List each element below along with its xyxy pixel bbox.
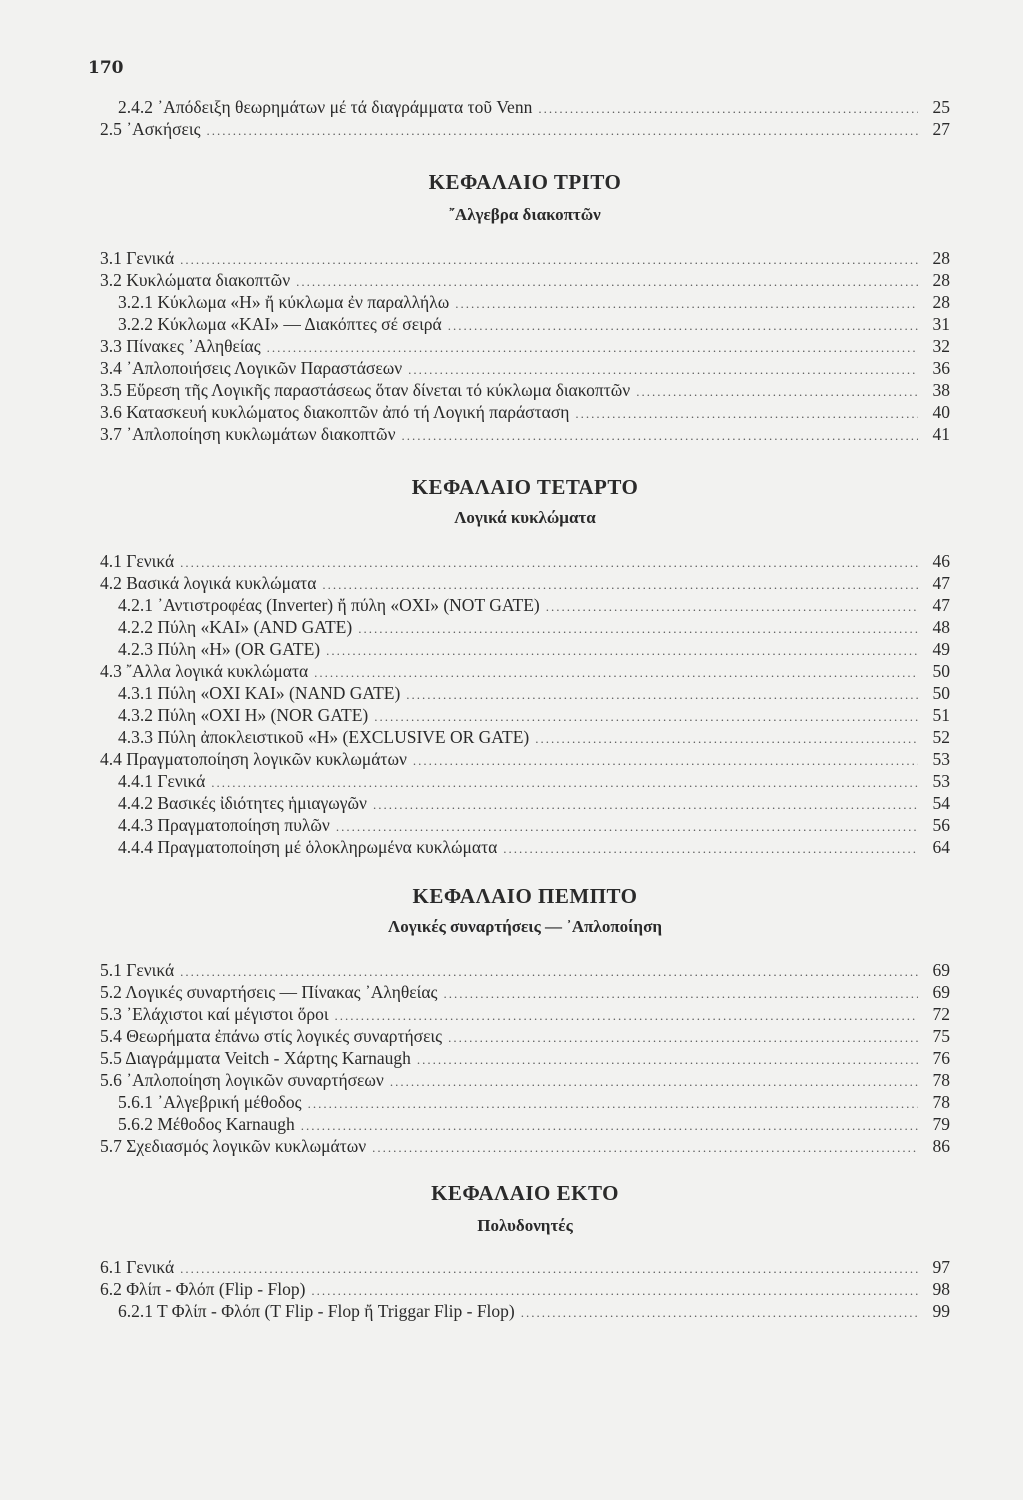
entry-label: 2.5 ᾿Ασκήσεις [100, 119, 201, 139]
entry-page: 97 [932, 1257, 950, 1277]
toc-entry [100, 401, 950, 423]
toc-entry [100, 1300, 950, 1322]
toc-entry [100, 682, 950, 704]
leader-dots [326, 640, 918, 662]
entry-page: 75 [932, 1026, 950, 1046]
toc-entry [100, 959, 950, 981]
entry-label: 4.4 Πραγματοποίηση λογικῶν κυκλωμάτων [100, 749, 407, 769]
leader-dots [521, 1302, 918, 1324]
chapter-title: ΚΕΦΑΛΑΙΟ ΠΕΜΠΤΟ [412, 884, 638, 908]
toc-entry [100, 423, 950, 445]
chapter-section [100, 475, 950, 858]
leader-dots [538, 98, 918, 120]
leader-dots [535, 728, 918, 750]
chapter-title: ΚΕΦΑΛΑΙΟ ΤΡΙΤΟ [428, 170, 622, 194]
entry-label: 3.7 ᾿Απλοποίηση κυκλωμάτων διακοπτῶν [100, 424, 396, 444]
leader-dots [575, 403, 918, 425]
entry-label: 3.5 Εὕρεση τῆς Λογικῆς παραστάσεως ὅταν δίνεται τό κύκλωμα διακοπτῶν [100, 380, 631, 400]
entry-label: 4.3 ῎Αλλα λογικά κυκλώματα [100, 661, 309, 681]
entry-label: 4.3.2 Πύλη «ΟΧΙ Η» (NOR GATE) [118, 705, 369, 725]
leader-dots [207, 120, 918, 142]
entry-page: 48 [932, 617, 950, 637]
leader-dots [358, 618, 918, 640]
chapter-subtitle: Λογικές συναρτήσεις — ᾿Απλοποίηση [388, 917, 662, 936]
leader-dots [180, 249, 918, 271]
page-number: 170 [88, 58, 124, 78]
entry-label: 4.4.3 Πραγματοποίηση πυλῶν [118, 815, 330, 835]
toc-entry [100, 660, 950, 682]
toc-entry [100, 1003, 950, 1025]
leader-dots [372, 1137, 918, 1159]
chapter-title: ΚΕΦΑΛΑΙΟ ΤΕΤΑΡΤΟ [411, 475, 639, 499]
entry-page: 28 [932, 248, 950, 268]
leader-dots [180, 1258, 918, 1280]
entry-label: 6.2 Φλίπ - Φλόπ (Flip - Flop) [100, 1279, 306, 1299]
toc-entry [100, 726, 950, 748]
entry-label: 3.2.1 Κύκλωμα «Η» ἤ κύκλωμα ἐν παραλλήλω [118, 292, 450, 312]
entry-label: 4.2.3 Πύλη «Η» (OR GATE) [118, 639, 321, 659]
entry-page: 27 [932, 119, 950, 139]
chapter-section [100, 170, 950, 445]
leader-dots [417, 1049, 918, 1071]
leader-dots [322, 574, 918, 596]
entry-label: 5.2 Λογικές συναρτήσεις — Πίνακας ᾿Αληθείας [100, 982, 438, 1002]
toc-entry [100, 981, 950, 1003]
entry-label: 5.6.2 Μέθοδος Karnaugh [118, 1114, 295, 1134]
entry-label: 5.5 Διαγράμματα Veitch - Χάρτης Karnaugh [100, 1048, 411, 1068]
entry-page: 31 [932, 314, 950, 334]
entry-label: 4.4.2 Βασικές ἰδιότητες ἡμιαγωγῶν [118, 793, 367, 813]
entry-label: 5.3 ᾿Ελάχιστοι καί μέγιστοι ὅροι [100, 1004, 329, 1024]
leader-dots [308, 1093, 918, 1115]
toc-entry [100, 814, 950, 836]
entry-label: 6.1 Γενικά [100, 1257, 175, 1277]
entry-label: 4.3.3 Πύλη ἀποκλειστικοῦ «Η» (EXCLUSIVE OR GATE) [118, 727, 530, 747]
leader-dots [336, 816, 918, 838]
entry-label: 5.6.1 ᾿Αλγεβρική μέθοδος [118, 1092, 302, 1112]
chapter-title: ΚΕΦΑΛΑΙΟ ΕΚΤΟ [431, 1181, 619, 1205]
entry-page: 40 [932, 402, 950, 422]
toc-entry [100, 1069, 950, 1091]
entry-page: 41 [932, 424, 950, 444]
leader-dots [311, 1280, 918, 1302]
chapter-subtitle: ῎Αλγεβρα διακοπτῶν [449, 205, 601, 224]
entry-label: 3.6 Κατασκευή κυκλώματος διακοπτῶν ἀπό τή Λογική παράσταση [100, 402, 570, 422]
toc-entry [100, 836, 950, 858]
toc-entry [100, 335, 950, 357]
leader-dots [314, 662, 918, 684]
entry-label: 5.1 Γενικά [100, 960, 175, 980]
toc-entry [100, 792, 950, 814]
entry-page: 32 [932, 336, 950, 356]
entry-label: 4.2 Βασικά λογικά κυκλώματα [100, 573, 317, 593]
entry-page: 72 [932, 1004, 950, 1024]
entry-label: 4.4.4 Πραγματοποίηση μέ ὁλοκληρωμένα κυκλώματα [118, 837, 498, 857]
toc-entry [100, 247, 950, 269]
entry-page: 38 [932, 380, 950, 400]
toc-entry [100, 1278, 950, 1300]
entry-label: 6.2.1 T Φλίπ - Φλόπ (T Flip - Flop ἤ Triggar Flip - Flop) [118, 1301, 515, 1321]
entry-page: 53 [932, 771, 950, 791]
leader-dots [448, 1027, 918, 1049]
toc-entry [100, 118, 950, 140]
entry-page: 99 [932, 1301, 950, 1321]
entry-page: 79 [932, 1114, 950, 1134]
leader-dots [636, 381, 918, 403]
entry-page: 36 [932, 358, 950, 378]
leader-dots [180, 552, 918, 574]
toc-entry [100, 1091, 950, 1113]
toc-entry [100, 616, 950, 638]
entry-page: 86 [932, 1136, 950, 1156]
entry-page: 47 [932, 573, 950, 593]
leader-dots [455, 293, 918, 315]
entry-page: 47 [932, 595, 950, 615]
entry-label: 4.2.1 ᾿Αντιστροφέας (Inverter) ἤ πύλη «ΟΧΙ» (NOT GATE) [118, 595, 540, 615]
toc-entry [100, 594, 950, 616]
leader-dots [296, 271, 918, 293]
leader-dots [448, 315, 918, 337]
table-of-contents [100, 96, 950, 1322]
leader-dots [374, 706, 918, 728]
toc-entry [100, 291, 950, 313]
leader-dots [443, 983, 918, 1005]
toc-entry [100, 269, 950, 291]
entry-label: 4.4.1 Γενικά [118, 771, 206, 791]
entry-label: 5.4 Θεωρήματα ἐπάνω στίς λογικές συναρτήσεις [100, 1026, 443, 1046]
leader-dots [408, 359, 918, 381]
leader-dots [402, 425, 919, 447]
entry-label: 2.4.2 ᾿Απόδειξη θεωρημάτων μέ τά διαγράμματα τοῦ Venn [118, 97, 533, 117]
entry-page: 49 [932, 639, 950, 659]
leader-dots [546, 596, 918, 618]
toc-entry [100, 1256, 950, 1278]
entry-label: 3.3 Πίνακες ᾿Αληθείας [100, 336, 261, 356]
entry-page: 78 [932, 1070, 950, 1090]
leader-dots [211, 772, 918, 794]
leader-dots [335, 1005, 918, 1027]
entry-page: 46 [932, 551, 950, 571]
entry-label: 4.1 Γενικά [100, 551, 175, 571]
entry-label: 3.2.2 Κύκλωμα «ΚΑΙ» — Διακόπτες σέ σειρά [118, 314, 442, 334]
leader-dots [413, 750, 918, 772]
entry-page: 64 [932, 837, 950, 857]
chapter-subtitle: Λογικά κυκλώματα [454, 508, 596, 527]
entry-label: 5.6 ᾿Απλοποίηση λογικῶν συναρτήσεων [100, 1070, 384, 1090]
chapter-section [100, 884, 950, 1157]
entry-label: 4.3.1 Πύλη «ΟΧΙ ΚΑΙ» (NAND GATE) [118, 683, 401, 703]
entry-label: 3.1 Γενικά [100, 248, 175, 268]
pre-entries [100, 96, 950, 140]
toc-entry [100, 357, 950, 379]
entry-page: 25 [932, 97, 950, 117]
leader-dots [390, 1071, 918, 1093]
toc-entry [100, 770, 950, 792]
entry-label: 3.4 ᾿Απλοποιήσεις Λογικῶν Παραστάσεων [100, 358, 403, 378]
entry-page: 78 [932, 1092, 950, 1112]
leader-dots [180, 961, 918, 983]
entry-page: 50 [932, 661, 950, 681]
chapter-subtitle: Πολυδονητές [477, 1216, 573, 1235]
leader-dots [503, 838, 918, 860]
leader-dots [267, 337, 918, 359]
entry-page: 28 [932, 292, 950, 312]
toc-entry [100, 572, 950, 594]
entry-page: 76 [932, 1048, 950, 1068]
leader-dots [373, 794, 918, 816]
toc-entry [100, 379, 950, 401]
toc-entry [100, 638, 950, 660]
entry-label: 5.7 Σχεδιασμός λογικῶν κυκλωμάτων [100, 1136, 367, 1156]
entry-page: 53 [932, 749, 950, 769]
toc-entry [100, 704, 950, 726]
entry-label: 4.2.2 Πύλη «ΚΑΙ» (AND GATE) [118, 617, 353, 637]
entry-page: 54 [932, 793, 950, 813]
chapter-section [100, 1181, 950, 1322]
entry-page: 69 [932, 982, 950, 1002]
entry-label: 3.2 Κυκλώματα διακοπτῶν [100, 270, 291, 290]
toc-entry [100, 1113, 950, 1135]
chapters [100, 170, 950, 1322]
entry-page: 69 [932, 960, 950, 980]
entry-page: 28 [932, 270, 950, 290]
toc-entry [100, 550, 950, 572]
entry-page: 50 [932, 683, 950, 703]
toc-entry [100, 1135, 950, 1157]
toc-entry [100, 96, 950, 118]
entry-page: 98 [932, 1279, 950, 1299]
toc-entry [100, 1047, 950, 1069]
toc-entry [100, 313, 950, 335]
leader-dots [301, 1115, 918, 1137]
entry-page: 52 [932, 727, 950, 747]
toc-entry [100, 1025, 950, 1047]
entry-page: 56 [932, 815, 950, 835]
entry-page: 51 [932, 705, 950, 725]
leader-dots [406, 684, 918, 706]
toc-entry [100, 748, 950, 770]
